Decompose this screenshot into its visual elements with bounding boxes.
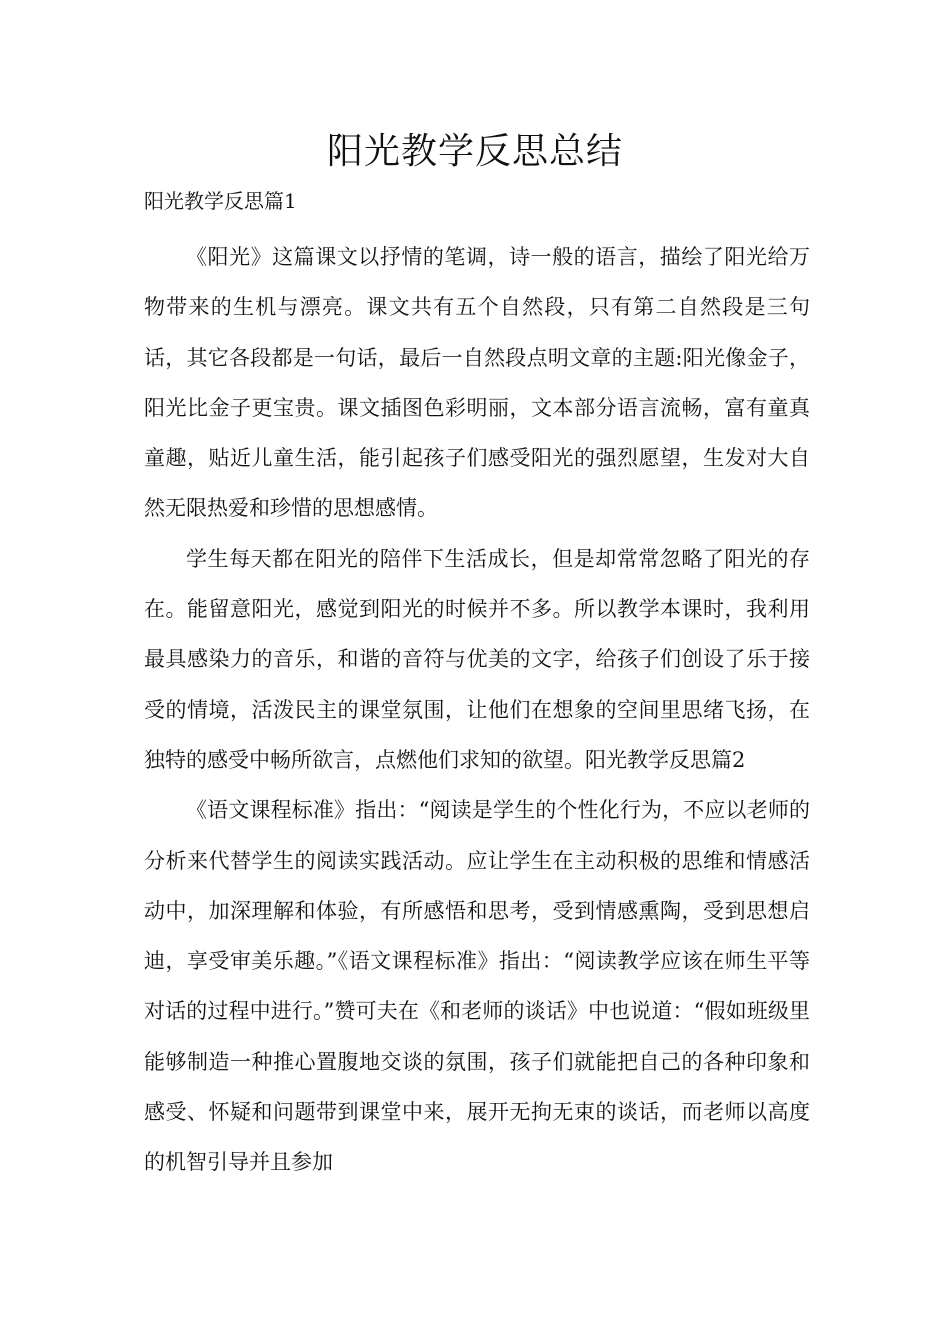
paragraph-3: 《语文课程标准》指出：“阅读是学生的个性化行为，不应以老师的分析来代替学生的阅读实践活动。应让学生在主动积极的思维和情感活动中，加深理解和体验，有所感悟和思考，受到情感熏陶，受到思想启迪，享受审美乐趣。”《语文课程标准》指出：“阅读教学应该在师生平等对话的过程中进行。”赞可夫在《和老师的谈话》中也说道：“假如班级里能够制造一种推心置腹地交谈的氛围，孩子们就能把自己的各种印象和感受、怀疑和问题带到课堂中来，展开无拘无束的谈话，而老师以高度的机智引导并且参加 — [144, 798, 810, 1175]
paragraph-1: 《阳光》这篇课文以抒情的笔调，诗一般的语言，描绘了阳光给万物带来的生机与漂亮。课文共有五个自然段，只有第二自然段是三句话，其它各段都是一句话，最后一自然段点明文章的主题:阳光像金子，阳光比金子更宝贵。课文插图色彩明丽，文本部分语言流畅，富有童真童趣，贴近儿童生活，能引起孩子们感受阳光的强烈愿望，生发对大自然无限热爱和珍惜的思想感情。 — [144, 245, 810, 521]
paragraph-2-text: 学生每天都在阳光的陪伴下生活成长，但是却常常忽略了阳光的存在。能留意阳光，感觉到阳光的时候并不多。所以教学本课时，我利用最具感染力的音乐，和谐的音符与优美的文字，给孩子们创设了乐于接受的情境，活泼民主的课堂氛围，让他们在想象的空间里思绪飞扬，在独特的感受中畅所欲言，点燃他们求知的欲望。 — [144, 546, 810, 772]
section-heading-2: 阳光教学反思篇2 — [585, 747, 746, 772]
paragraph-2 — [144, 534, 810, 785]
section-heading-1: 阳光教学反思篇1 — [144, 189, 297, 213]
document-title: 阳光教学反思总结 — [326, 131, 623, 172]
document-body — [144, 232, 810, 1188]
